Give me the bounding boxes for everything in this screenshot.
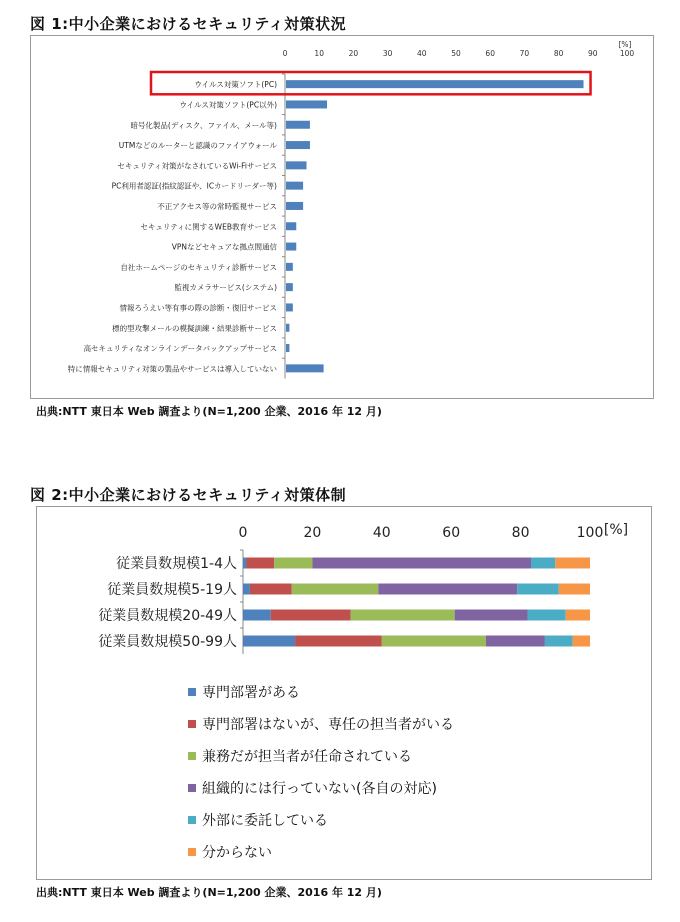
fig1-bar xyxy=(286,283,293,291)
fig2-category-label: 従業員数規模1-4人 xyxy=(116,556,237,572)
fig2-legend-item xyxy=(188,740,454,772)
fig1-tick-label: 0 xyxy=(282,49,288,58)
fig2-bar-segment xyxy=(312,558,531,569)
fig2-bar-segment xyxy=(517,584,559,595)
fig2-bar-segment xyxy=(528,610,566,621)
fig1-bar xyxy=(286,324,289,332)
fig1-bar xyxy=(286,202,303,210)
fig2-bar-segment xyxy=(274,558,312,569)
figure2-legend xyxy=(188,676,454,868)
figure1-source: 出典:NTT 東日本 Web 調査より(N=1,200 企業、2016 年 12 月) xyxy=(36,405,382,418)
fig1-category-label: UTMなどのルーターと認識のファイアウォール xyxy=(118,141,277,151)
fig2-bar-segment xyxy=(382,636,486,647)
figure1-title: 図 1:中小企業におけるセキュリティ対策状況 xyxy=(30,15,347,33)
fig2-bar-segment xyxy=(531,558,555,569)
fig1-tick-label: 40 xyxy=(417,49,427,58)
fig2-legend-item xyxy=(188,772,454,804)
fig1-tick-label: 30 xyxy=(382,49,393,58)
fig1-category-label: ウイルス対策ソフト(PC) xyxy=(194,80,277,90)
fig2-tick-label: 80 xyxy=(511,525,530,541)
fig2-legend-item xyxy=(188,804,454,836)
fig2-tick-label: 60 xyxy=(442,525,461,541)
fig1-bar xyxy=(286,303,293,311)
fig2-bar-segment xyxy=(271,610,351,621)
fig2-bar-segment xyxy=(243,584,250,595)
fig2-bar-segment xyxy=(559,584,590,595)
fig1-tick-label: 60 xyxy=(485,49,495,58)
fig1-unit-label: [%] xyxy=(618,40,632,49)
fig1-bar xyxy=(286,344,289,352)
fig2-tick-label: 100 xyxy=(576,525,604,541)
fig2-tick-label: 40 xyxy=(372,525,391,541)
fig1-tick-label: 100 xyxy=(619,49,635,58)
fig1-category-label: PC利用者認証(指紋認証や、ICカードリーダー等) xyxy=(111,181,277,191)
fig2-legend-swatch xyxy=(188,720,196,728)
fig2-legend-swatch xyxy=(188,688,196,696)
fig1-bar xyxy=(286,161,307,169)
fig1-bar xyxy=(286,80,584,88)
fig2-bar-segment xyxy=(246,558,274,569)
fig2-legend-item xyxy=(188,836,454,868)
fig1-category-label: VPNなどセキュアな拠点間通信 xyxy=(171,242,277,252)
fig2-legend-swatch xyxy=(188,752,196,760)
fig1-category-label: 情報ろうえい等有事の際の診断・復旧サービス xyxy=(119,303,277,313)
fig1-category-label: 自社ホームページのセキュリティ診断サービス xyxy=(120,262,277,272)
fig2-bar-segment xyxy=(545,636,573,647)
fig1-category-label: 高セキュリティなオンラインデータバックアップサービス xyxy=(83,344,277,354)
fig2-category-label: 従業員数規模20-49人 xyxy=(98,608,237,624)
fig1-category-label: 不正アクセス等の常時監視サービス xyxy=(157,201,277,211)
figure2-chart xyxy=(37,507,651,667)
fig2-bar-segment xyxy=(566,610,590,621)
fig2-bar-segment xyxy=(295,636,382,647)
fig2-bar-segment xyxy=(292,584,379,595)
figure2-title: 図 2:中小企業におけるセキュリティ対策体制 xyxy=(30,486,347,504)
fig2-legend-item xyxy=(188,708,454,740)
fig2-bar-segment xyxy=(455,610,528,621)
fig1-bar xyxy=(286,182,303,190)
fig2-legend-label: 外部に委託している xyxy=(202,813,328,829)
figure1-chart xyxy=(31,36,653,398)
fig1-tick-label: 70 xyxy=(519,49,530,58)
fig2-legend-swatch xyxy=(188,784,196,792)
fig2-category-label: 従業員数規模5-19人 xyxy=(107,582,237,598)
fig2-tick-label: 20 xyxy=(303,525,322,541)
fig1-tick-label: 50 xyxy=(451,49,461,58)
fig1-tick-label: 10 xyxy=(314,49,324,58)
fig1-tick-label: 80 xyxy=(553,49,564,58)
fig2-bar-segment xyxy=(250,584,292,595)
fig2-bar-segment xyxy=(243,558,246,569)
fig1-category-label: セキュリティ対策がなされているWi-Fiサービス xyxy=(117,161,277,171)
fig1-category-label: ウイルス対策ソフト(PC以外) xyxy=(179,100,277,110)
fig1-bar xyxy=(286,222,296,230)
fig1-bar xyxy=(286,121,310,129)
fig1-category-label: 監視カメラサービス(システム) xyxy=(174,283,277,293)
fig2-bar-segment xyxy=(486,636,545,647)
fig2-bar-segment xyxy=(243,636,295,647)
fig2-bar-segment xyxy=(378,584,517,595)
fig1-bar xyxy=(286,141,310,149)
fig2-legend-swatch xyxy=(188,816,196,824)
fig2-legend-label: 専門部署がある xyxy=(202,685,300,701)
fig1-bar xyxy=(286,243,296,251)
fig1-bar xyxy=(286,100,327,108)
fig1-bar xyxy=(286,364,324,372)
fig2-bar-segment xyxy=(351,610,455,621)
fig2-legend-label: 専門部署はないが、専任の担当者がいる xyxy=(202,717,454,733)
fig2-legend-item xyxy=(188,676,454,708)
fig1-category-label: 暗号化製品(ディスク、ファイル、メール等) xyxy=(130,120,277,130)
fig1-tick-label: 20 xyxy=(348,49,359,58)
fig1-category-label: 標的型攻撃メールの模擬訓練・結果診断サービス xyxy=(112,323,277,333)
fig1-category-label: セキュリティに関するWEB教育サービス xyxy=(140,222,277,232)
fig2-legend-swatch xyxy=(188,848,196,856)
figure1-chart-frame xyxy=(30,35,654,399)
fig1-bar xyxy=(286,263,293,271)
fig2-category-label: 従業員数規模50-99人 xyxy=(98,634,237,650)
fig2-bar-segment xyxy=(573,636,590,647)
figure2-source: 出典:NTT 東日本 Web 調査より(N=1,200 企業、2016 年 12 月) xyxy=(36,886,382,899)
fig2-bar-segment xyxy=(243,610,271,621)
fig1-category-label: 特に情報セキュリティ対策の製品やサービスは導入していない xyxy=(67,364,277,374)
fig2-unit-label: [%] xyxy=(603,522,629,538)
fig2-tick-label: 0 xyxy=(238,525,248,541)
fig2-legend-label: 組織的には行っていない(各自の対応) xyxy=(202,781,437,797)
fig1-tick-label: 90 xyxy=(588,49,598,58)
fig2-bar-segment xyxy=(555,558,590,569)
fig2-legend-label: 分からない xyxy=(202,845,272,861)
fig2-legend-label: 兼務だが担当者が任命されている xyxy=(202,749,412,765)
